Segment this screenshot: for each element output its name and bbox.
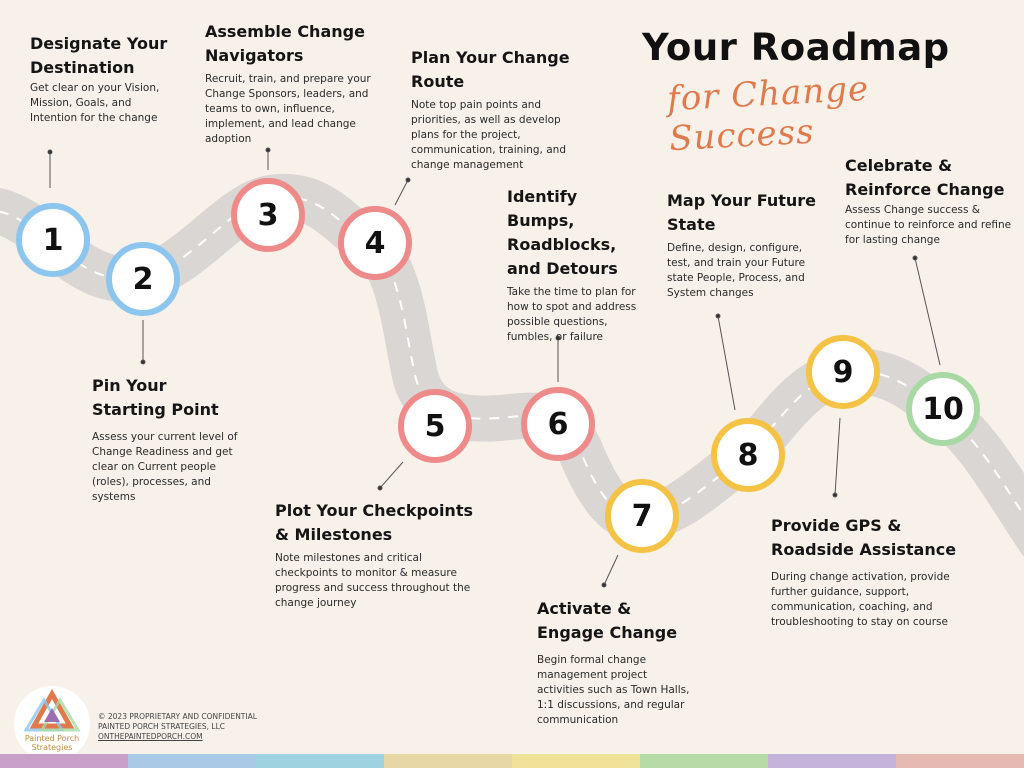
step-1-text	[30, 32, 180, 126]
step-8-circle: 8	[711, 418, 785, 492]
step-4-text	[411, 46, 581, 173]
step-5-circle: 5	[398, 389, 472, 463]
step-10-heading: Celebrate & Reinforce Change	[845, 156, 1005, 199]
step-4-description: Note top pain points and priorities, as well as develop plans for the project, communication, training, and change management	[411, 99, 566, 171]
footer	[98, 712, 257, 742]
step-3-text	[205, 20, 385, 147]
footer-company: PAINTED PORCH STRATEGIES, LLC	[98, 722, 226, 731]
step-8-description: Define, design, configure, test, and train your Future state People, Process, and System changes	[667, 242, 806, 299]
step-2-text	[92, 374, 242, 505]
logo-mark-icon	[14, 686, 90, 736]
step-4-circle: 4	[338, 206, 412, 280]
step-2-circle: 2	[106, 242, 180, 316]
step-3-circle: 3	[231, 178, 305, 252]
step-10-text	[845, 154, 1015, 248]
step-8-text	[667, 189, 817, 301]
footer-website-link[interactable]: ONTHEPAINTEDPORCH.COM	[98, 732, 203, 741]
step-2-heading: Pin Your Starting Point	[92, 376, 219, 419]
step-5-text	[275, 499, 485, 611]
step-9-circle: 9	[806, 335, 880, 409]
step-3-heading: Assemble Change Navigators	[205, 22, 365, 65]
step-3-description: Recruit, train, and prepare your Change Sponsors, leaders, and teams to own, influence, implement, and lead change adoption	[205, 73, 371, 145]
step-7-circle: 7	[605, 479, 679, 553]
step-7-text	[537, 597, 697, 728]
step-8-heading: Map Your Future State	[667, 191, 817, 234]
step-6-circle: 6	[521, 387, 595, 461]
step-6-heading: Identify Bumps, Roadblocks, and Detours	[507, 187, 618, 278]
step-7-description: Begin formal change management project activities such as Town Halls, 1:1 discussions, and regular communication	[537, 654, 690, 726]
step-9-heading: Provide GPS & Roadside Assistance	[771, 516, 957, 559]
logo-line-1: Painted Porch	[24, 734, 80, 743]
step-7-heading: Activate & Engage Change	[537, 599, 678, 642]
step-4-heading: Plan Your Change Route	[411, 48, 570, 91]
step-1-circle: 1	[16, 203, 90, 277]
step-9-description: During change activation, provide further guidance, support, communication, coaching, and troubleshooting to stay on course	[771, 571, 950, 628]
page-title: Your Roadmap	[642, 26, 950, 69]
page-subtitle: for Change Success	[666, 68, 871, 160]
logo-line-2: Strategies	[31, 743, 73, 752]
step-5-heading: Plot Your Checkpoints & Milestones	[275, 501, 473, 544]
logo-text	[14, 734, 90, 752]
step-10-circle: 10	[906, 372, 980, 446]
step-1-description: Get clear on your Vision, Mission, Goals, and Intention for the change	[30, 82, 160, 124]
painted-porch-planks	[0, 754, 1024, 768]
step-5-description: Note milestones and critical checkpoints to monitor & measure progress and success throughout the change journey	[275, 552, 471, 609]
step-10-description: Assess Change success & continue to reinforce and refine for lasting change	[845, 204, 1012, 246]
footer-copyright: © 2023 PROPRIETARY AND CONFIDENTIAL	[98, 712, 257, 721]
step-6-text	[507, 185, 647, 345]
step-1-heading: Designate Your Destination	[30, 34, 168, 77]
step-2-description: Assess your current level of Change Readiness and get clear on Current people (roles), processes, and systems	[92, 431, 238, 503]
company-logo	[14, 686, 90, 762]
step-9-text	[771, 514, 966, 630]
step-6-description: Take the time to plan for how to spot and address possible questions, fumbles, or failure	[507, 286, 637, 343]
